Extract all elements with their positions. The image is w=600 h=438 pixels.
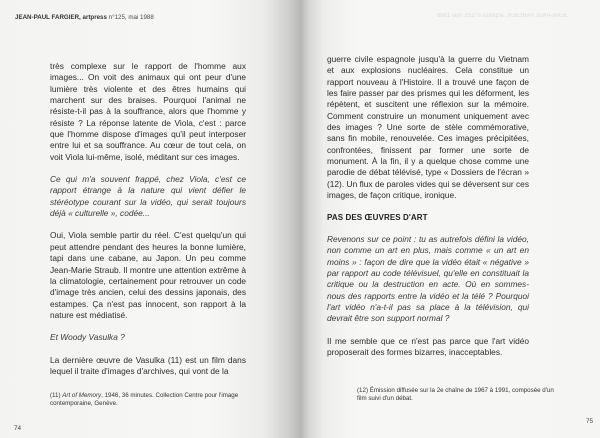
running-head-author: JEAN-PAUL FARGIER, (15, 14, 81, 21)
paragraph: La dernière œuvre de Vasulka (11) est un film dans lequel il traite d'images d'archives, qui vont de la (50, 354, 246, 376)
paragraph: très complexe sur le rapport de l'homme aux images... On voit des animaux qui ont peur d'une lumière très violente et des êtres humains qui marchent sur des braises. Pourquoi l'animal ne résiste-t-il pas à la souffrance, alors que l'homme y résiste ? La réponse latente de Viola, c'est : parce que l'homme dispose d'images qu'il peut interposer entre lui et sa souffrance. Au cœur de tout cela, on voit Viola lui-même, isolé, méditant sur ces images. (50, 61, 246, 162)
footnote-text: , 1946, 36 minutes. Collection Centre pour l'image contemporaine, Genève. (50, 392, 239, 408)
left-text-column (50, 61, 246, 388)
right-page (300, 0, 600, 438)
footnote-11 (50, 392, 250, 409)
running-head-issue: n°125, mai 1988 (108, 14, 154, 21)
paragraph: guerre civile espagnole jusqu'à la guerre du Vietnam et aux explosions nucléaires. Cela constitue un rapport nouveau à l'Histoire. Il a trouvé une façon de les faire passer par des prismes qui les déforment, les répètent, et suscitent une réflexion sur la mémoire. Comment construire un monument uniquement avec des images ? Une sorte de stèle commémorative, sans fin mobile, renouvelée. Ces images précipitées, confrontées, finissent par former une sorte de monument. À la fin, il y a quelque chose comme une parodie de débat télévisé, type « Dossiers de l'écran » (12). Un flux de paroles vides qui se déversent sur ces images, de façon critique, ironique. (327, 54, 529, 201)
running-head-magazine: artpress (82, 14, 107, 21)
interview-question: Et Woody Vasulka ? (50, 332, 125, 343)
footnote-text: Émission diffusée sur la 2e chaîne de 1967 à 1991, composée d'un film suivi d'un débat. (357, 387, 554, 403)
page-number: 75 (586, 418, 594, 425)
footnote-number: (11) (50, 392, 61, 399)
page-number: 74 (14, 425, 22, 432)
interview-question: Ce qui m'a souvent frappé, chez Viola, c'est ce rapport étrange à la nature qui vient défier le stéréotype courant sur la vidéo, qui serait toujours déjà « culturelle », codée... (50, 174, 246, 219)
footnote-work-title: Art of Memory (62, 392, 102, 399)
interview-question: Revenons sur ce point : tu as autrefois défini la vidéo, non comme un art en plus, mais comme « un art en moins » : façon de dire que la vidéo était « négative » par rapport au code télévisuel, qu'elle en constituait la critique ou la destruction en acte. Où en sommes-nous des rapports entre la vidéo et la télé ? Pourquoi l'art vidéo n'a-t-il pas sa place à la télévision, qui devrait être son support normal ? (327, 233, 529, 324)
section-heading: PAS DES ŒUVRES D'ART (327, 213, 428, 223)
running-head (15, 14, 154, 21)
footnote-number: (12) (357, 387, 369, 394)
paragraph: Oui, Viola semble partir du réel. C'est quelqu'un qui peut attendre pendant des heures la bonne lumière, tapi dans une cabane, au Japon. Un peu comme Jean-Marie Straub. Il montre une attention extrême à la climatologie, certainement pour retrouver un code d'image très ancien, celui des dessins japonais, des estampes. Ça n'est pas innocent, son rapport à la nature est médiatisé. (50, 230, 246, 320)
show-through-text: JEAN-PAUL FARGIER, artpress n°125, mai 1988 (437, 13, 568, 19)
footnote-12 (357, 387, 562, 404)
paragraph: Il me semble que ce n'est pas parce que l'art vidéo proposerait des formes bizarres, inacceptables. (327, 335, 529, 357)
right-text-column (327, 54, 529, 369)
